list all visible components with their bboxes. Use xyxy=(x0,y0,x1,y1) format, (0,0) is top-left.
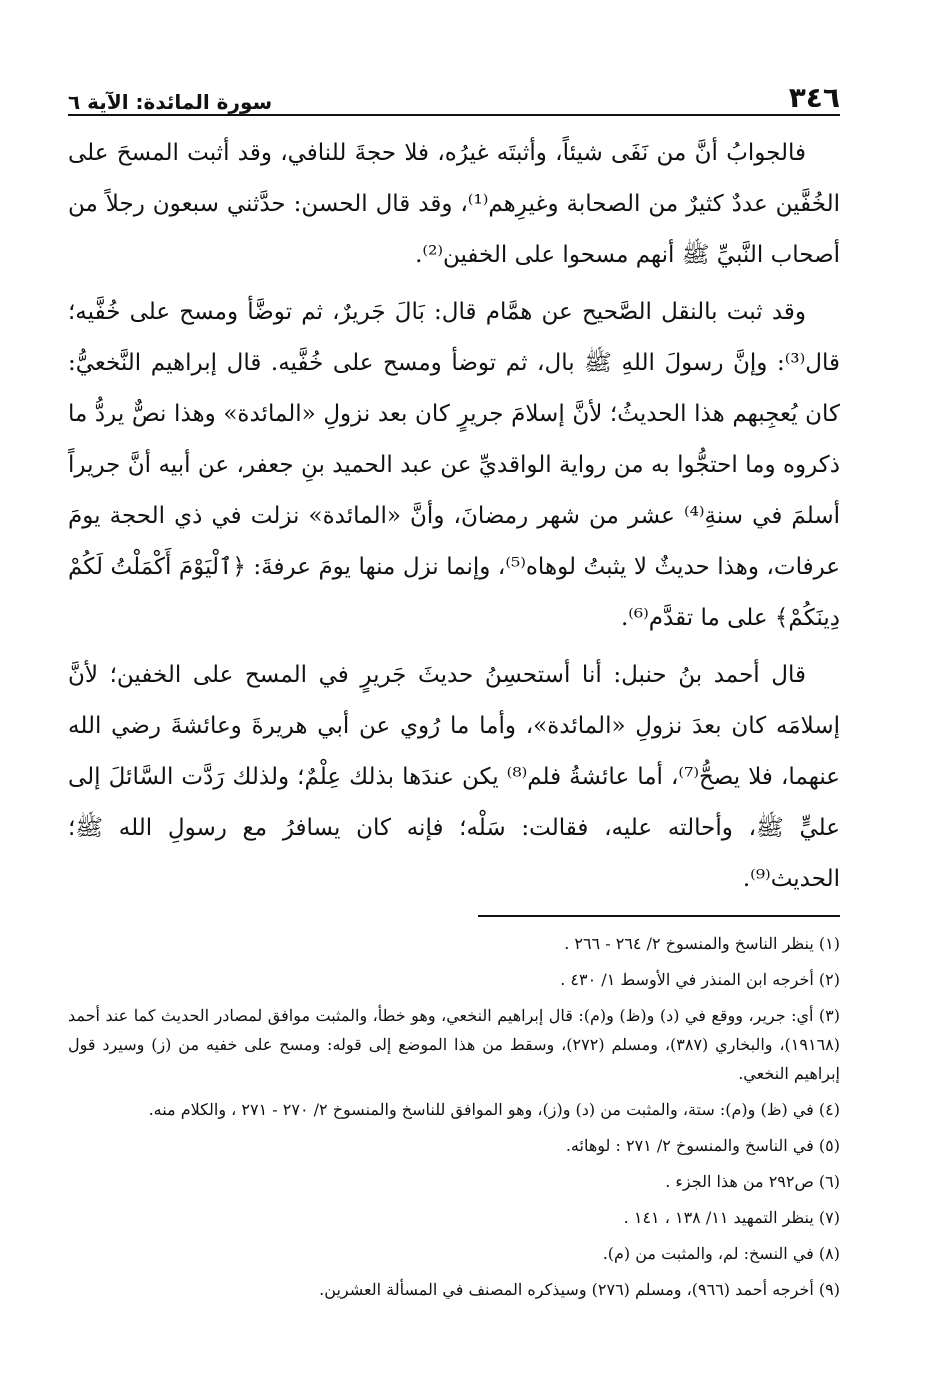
footnote: (١) ينظر الناسخ والمنسوخ ٢/ ٢٦٤ - ٢٦٦ . xyxy=(564,934,840,953)
footnote: (٤) في (ظ) و(م): ستة، والمثبت من (د) و(ز)، وهو الموافق للناسخ والمنسوخ ٢/ ٢٧٠ - ٢٧١ ، والكلام منه. xyxy=(148,1100,840,1119)
footnote: (٢) أخرجه ابن المنذر في الأوسط ١/ ٤٣٠ . xyxy=(560,970,840,989)
footnote-divider xyxy=(478,915,840,917)
body-text xyxy=(68,128,840,905)
paragraph: فالجوابُ أنَّ من نَفَى شيئاً، وأثبتَه غيرُه، فلا حجةَ للنافي، وقد أثبت المسحَ على الخُفَّين عددٌ كثيرٌ من الصحابة وغيرِهم⁽¹⁾، وقد قال الحسن: حدَّثني سبعون رجلاً من أصحاب النَّبيِّ ﷺ أنهم مسحوا على الخفين⁽²⁾. xyxy=(68,140,840,268)
footnote: (٥) في الناسخ والمنسوخ ٢/ ٢٧١ : لوهائه. xyxy=(565,1136,840,1155)
running-title: سورة المائدة: الآية ٦ xyxy=(68,90,273,114)
footnote: (٧) ينظر التمهيد ١١/ ١٣٨ ، ١٤١ . xyxy=(623,1208,840,1227)
footnote: (٨) في النسخ: لم، والمثبت من (م). xyxy=(602,1244,840,1263)
page-number: ٣٤٦ xyxy=(788,81,840,114)
paragraph: وقد ثبت بالنقل الصَّحيح عن همَّام قال: بَالَ جَريرٌ، ثم توضَّأ ومسح على خُفَّيه؛ قال⁽³⁾: وإنَّ رسولَ اللهِ ﷺ بال، ثم توضأ ومسح على خُفَّيه. قال إبراهيم النَّخعيُّ: كان يُعجِبهم هذا الحديثُ؛ لأنَّ إسلامَ جريرٍ كان بعد نزولِ «المائدة» وهذا نصٌّ يردُّ ما ذكروه وما احتجُّوا به من رواية الواقديِّ عن عبد الحميد بنِ جعفر، عن أبيه أنَّ جريراً أسلمَ في سنةِ⁽⁴⁾ عشر من شهر رمضانَ، وأنَّ «المائدة» نزلت في ذي الحجة يومَ عرفات، وهذا حديثٌ لا يثبتُ لوهاه⁽⁵⁾، وإنما نزل منها يومَ عرفةَ: ﴿ٱلْيَوْمَ أَكْمَلْتُ لَكُمْ دِينَكُمْ﴾ على ما تقدَّم⁽⁶⁾. xyxy=(68,299,841,631)
running-head xyxy=(68,74,840,116)
paragraph: قال أحمد بنُ حنبل: أنا أستحسِنُ حديثَ جَريرٍ في المسح على الخفين؛ لأنَّ إسلامَه كان بعدَ نزولِ «المائدة»، وأما ما رُوي عن أبي هريرةَ وعائشةَ رضي الله عنهما، فلا يصحُّ⁽⁷⁾، أما عائشةُ فلم⁽⁸⁾ يكن عندَها بذلك عِلْمٌ؛ ولذلك رَدَّت السَّائلَ إلى عليٍّ ﷺ، وأحالته عليه، فقالت: سَلْه؛ فإنه كان يسافرُ مع رسولِ الله ﷺ؛ الحديث⁽⁹⁾. xyxy=(68,662,840,892)
footnote: (٩) أخرجه أحمد (٩٦٦)، ومسلم (٢٧٦) وسيذكره المصنف في المسألة العشرين. xyxy=(319,1280,840,1299)
footnote: (٣) أي: جرير، ووقع في (د) و(ظ) و(م): قال إبراهيم النخعي، وهو خطأ، والمثبت موافق لمصادر الحديث كما عند أحمد (١٩١٦٨)، والبخاري (٣٨٧)، ومسلم (٢٧٢)، وسقط من هذا الموضع إلى قوله: ومسح على خفيه من (ز) وسيرد قول إبراهيم النخعي. xyxy=(68,1006,841,1083)
book-page xyxy=(68,74,840,1311)
footnote: (٦) ص٢٩٢ من هذا الجزء . xyxy=(665,1172,840,1191)
footnotes xyxy=(68,929,840,1304)
